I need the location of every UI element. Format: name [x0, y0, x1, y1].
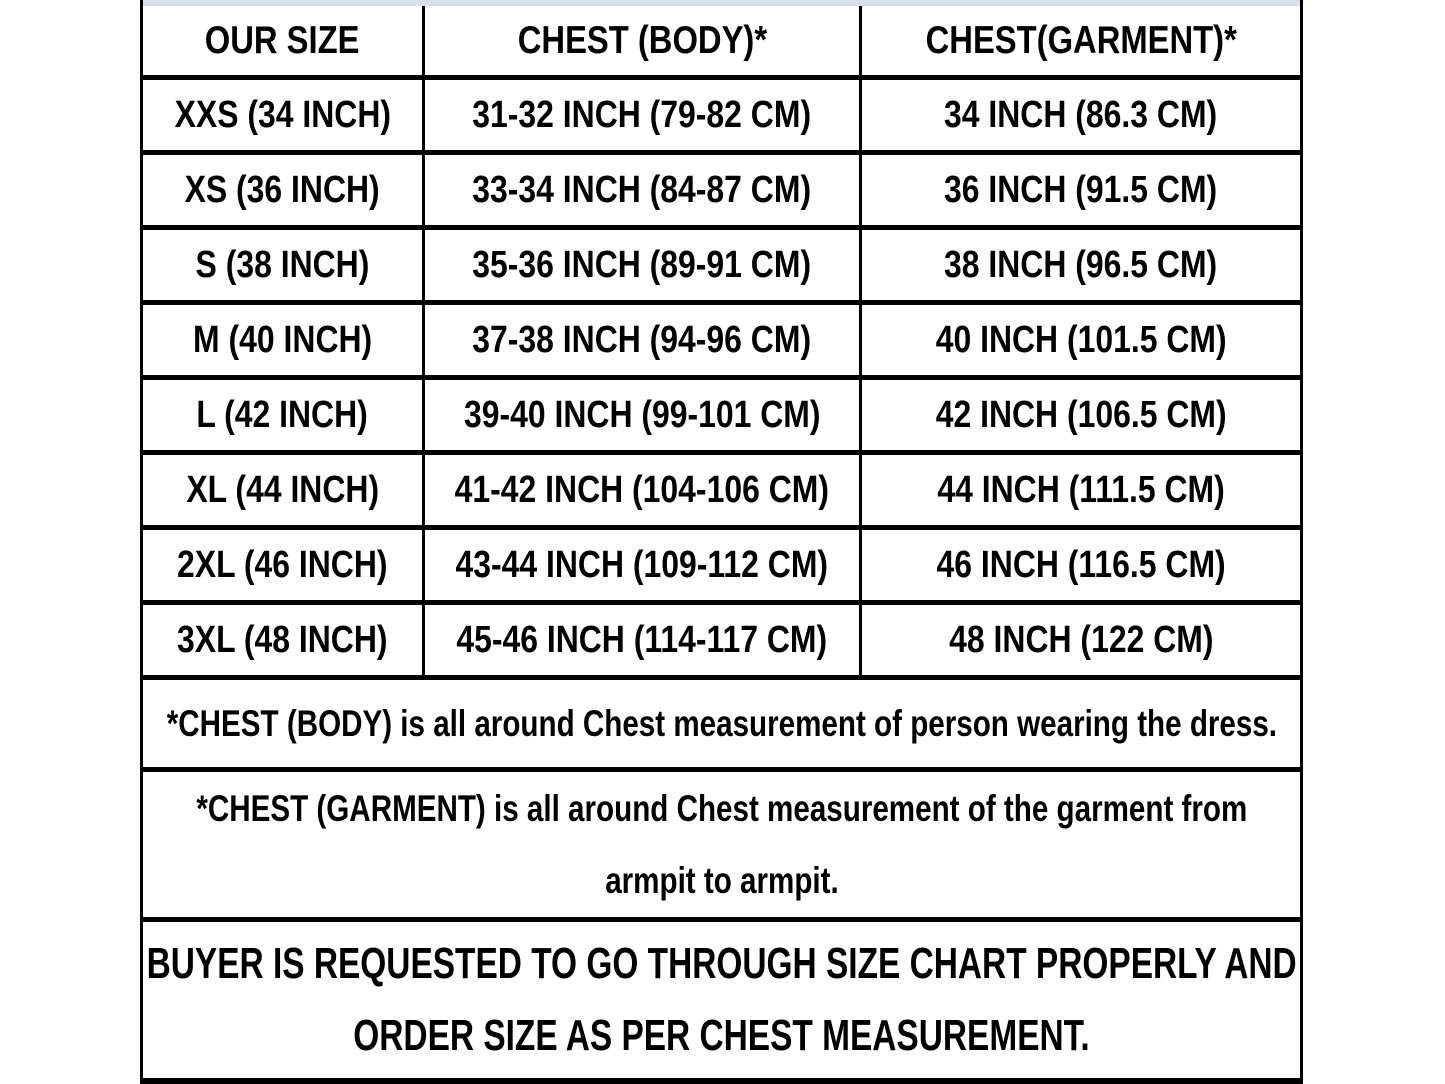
cell-chest-body — [425, 605, 862, 675]
cell-size — [143, 155, 425, 225]
cell-chest-body — [425, 230, 862, 300]
table-row-xl — [143, 455, 1300, 530]
cell-size — [143, 530, 425, 600]
chest-garment-value: 38 INCH (96.5 CM) — [944, 243, 1218, 286]
table-row-l — [143, 380, 1300, 455]
chest-garment-value: 34 INCH (86.3 CM) — [944, 93, 1218, 136]
chest-garment-value: 46 INCH (116.5 CM) — [936, 543, 1226, 586]
note-chest-body — [143, 680, 1300, 772]
table-row-m — [143, 305, 1300, 380]
size-label: S (38 INCH) — [195, 243, 370, 286]
note-buyer-line1: BUYER IS REQUESTED TO GO THROUGH SIZE CHART PROPERLY AND — [146, 939, 1297, 988]
chest-body-value: 41-42 INCH (104-106 CM) — [454, 468, 830, 511]
size-label: XXS (34 INCH) — [174, 93, 391, 136]
header-cell-chest-garment — [862, 6, 1300, 75]
cell-chest-garment — [862, 455, 1300, 525]
cell-chest-body — [425, 155, 862, 225]
cell-chest-garment — [862, 530, 1300, 600]
header-cell-chest-body — [425, 6, 862, 75]
header-label-our-size: OUR SIZE — [205, 18, 360, 62]
header-label-chest-body: CHEST (BODY)* — [517, 18, 767, 62]
cell-size — [143, 80, 425, 150]
note-buyer-line2: ORDER SIZE AS PER CHEST MEASUREMENT. — [353, 1011, 1090, 1060]
table-row-xs — [143, 155, 1300, 230]
cell-chest-body — [425, 80, 862, 150]
size-label: 3XL (48 INCH) — [177, 618, 388, 661]
chest-body-value: 35-36 INCH (89-91 CM) — [472, 243, 812, 286]
cell-chest-garment — [862, 80, 1300, 150]
size-label: 2XL (46 INCH) — [177, 543, 388, 586]
cell-chest-garment — [862, 605, 1300, 675]
header-label-chest-garment: CHEST(GARMENT)* — [925, 18, 1237, 62]
chest-body-value: 37-38 INCH (94-96 CM) — [472, 318, 812, 361]
note-chest-garment — [143, 772, 1300, 922]
cell-size — [143, 455, 425, 525]
table-row-s — [143, 230, 1300, 305]
note-buyer-request — [143, 922, 1300, 1078]
size-label: XS (36 INCH) — [184, 168, 381, 211]
chest-garment-value: 48 INCH (122 CM) — [948, 618, 1214, 661]
size-label: L (42 INCH) — [196, 393, 369, 436]
cell-size — [143, 230, 425, 300]
table-row-2xl — [143, 530, 1300, 605]
chest-body-value: 43-44 INCH (109-112 CM) — [455, 543, 829, 586]
size-label: XL (44 INCH) — [186, 468, 379, 511]
chest-garment-value: 42 INCH (106.5 CM) — [935, 393, 1227, 436]
chest-body-value: 33-34 INCH (84-87 CM) — [472, 168, 812, 211]
cell-chest-body — [425, 530, 862, 600]
chest-garment-value: 40 INCH (101.5 CM) — [935, 318, 1227, 361]
cell-chest-body — [425, 455, 862, 525]
cell-chest-body — [425, 380, 862, 450]
size-label: M (40 INCH) — [192, 318, 373, 361]
cell-chest-garment — [862, 230, 1300, 300]
cell-size — [143, 305, 425, 375]
cell-chest-body — [425, 305, 862, 375]
table-row-xxs — [143, 80, 1300, 155]
size-chart-table — [140, 0, 1303, 1084]
cell-size — [143, 380, 425, 450]
chest-garment-value: 36 INCH (91.5 CM) — [944, 168, 1218, 211]
note-chest-body-text: *CHEST (BODY) is all around Chest measurement of person wearing the dress. — [166, 702, 1277, 744]
chest-body-value: 31-32 INCH (79-82 CM) — [472, 93, 812, 136]
cell-chest-garment — [862, 380, 1300, 450]
cell-chest-garment — [862, 155, 1300, 225]
cell-size — [143, 605, 425, 675]
chest-body-value: 39-40 INCH (99-101 CM) — [463, 393, 821, 436]
chest-garment-value: 44 INCH (111.5 CM) — [937, 468, 1225, 511]
cell-chest-garment — [862, 305, 1300, 375]
chest-body-value: 45-46 INCH (114-117 CM) — [456, 618, 828, 661]
header-cell-our-size — [143, 6, 425, 75]
note-chest-garment-line2: armpit to armpit. — [604, 859, 839, 901]
table-row-3xl — [143, 605, 1300, 680]
note-chest-garment-line1: *CHEST (GARMENT) is all around Chest measurement of the garment from — [196, 787, 1247, 829]
table-header-row — [143, 6, 1300, 80]
